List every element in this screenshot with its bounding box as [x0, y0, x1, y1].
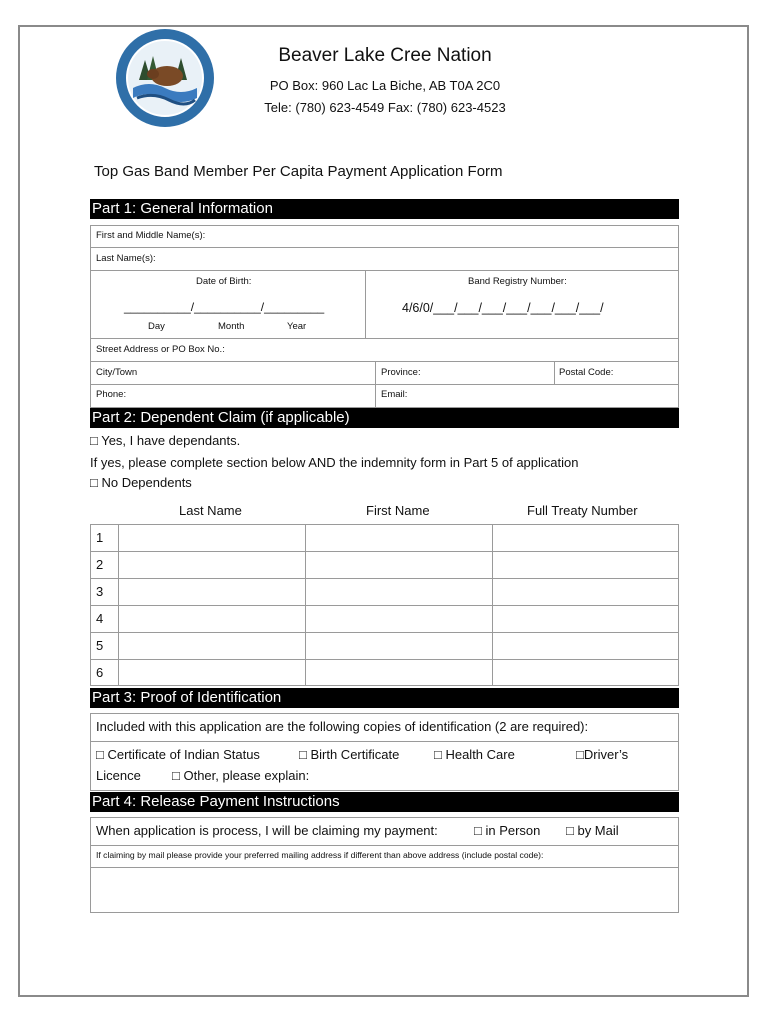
dependent-row-number: 6: [96, 665, 104, 680]
birth-certificate-checkbox[interactable]: □ Birth Certificate: [299, 747, 400, 762]
last-name-field[interactable]: Last Name(s):: [96, 253, 156, 264]
phone-field[interactable]: Phone:: [96, 389, 127, 400]
form-title: Top Gas Band Member Per Capita Payment Application Form: [94, 163, 503, 180]
organization-contact: Tele: (780) 623-4549 Fax: (780) 623-4523: [264, 100, 506, 115]
beaver-lake-seal-logo: [115, 28, 215, 128]
first-middle-name-field[interactable]: First and Middle Name(s):: [96, 230, 206, 241]
street-address-field[interactable]: Street Address or PO Box No.:: [96, 344, 225, 355]
dependent-row-number: 5: [96, 638, 104, 653]
city-field[interactable]: City/Town: [96, 367, 138, 378]
organization-address: PO Box: 960 Lac La Biche, AB T0A 2C0: [269, 78, 501, 93]
drivers-licence-checkbox[interactable]: □Driver’s: [576, 747, 629, 762]
in-person-checkbox[interactable]: □ in Person: [474, 823, 541, 838]
dob-day-label: Day: [148, 321, 165, 332]
dependent-row-number: 2: [96, 557, 104, 572]
part4-heading: Part 4: Release Payment Instructions: [90, 792, 679, 812]
dob-month-label: Month: [218, 321, 245, 332]
dependent-row-number: 4: [96, 611, 104, 626]
dob-blank-field[interactable]: __________/__________/_________: [124, 300, 325, 314]
postal-code-field[interactable]: Postal Code:: [559, 367, 614, 378]
by-mail-checkbox[interactable]: □ by Mail: [566, 823, 619, 838]
mailing-address-note: If claiming by mail please provide your preferred mailing address if different than above address (include postal code):: [96, 850, 544, 860]
col-first-name: First Name: [366, 503, 430, 518]
yes-dependants-checkbox[interactable]: □ Yes, I have dependants.: [90, 433, 241, 448]
dependent-row-number: 1: [96, 530, 104, 545]
dob-label: Date of Birth:: [196, 276, 252, 287]
dependent-row-number: 3: [96, 584, 104, 599]
licence-label: Licence: [96, 768, 141, 783]
indian-status-checkbox[interactable]: □ Certificate of Indian Status: [96, 747, 260, 762]
part1-table: [90, 225, 679, 408]
col-last-name: Last Name: [179, 503, 242, 518]
band-registry-label: Band Registry Number:: [468, 276, 567, 287]
health-care-checkbox[interactable]: □ Health Care: [434, 747, 515, 762]
dob-year-label: Year: [287, 321, 307, 332]
band-registry-field[interactable]: 4/6/0/___/___/___/___/___/___/___/: [402, 301, 604, 315]
part1-heading: Part 1: General Information: [90, 199, 679, 219]
dependants-instruction: If yes, please complete section below AND the indemnity form in Part 5 of application: [90, 455, 579, 470]
province-field[interactable]: Province:: [381, 367, 421, 378]
organization-name: Beaver Lake Cree Nation: [278, 45, 492, 66]
no-dependents-checkbox[interactable]: □ No Dependents: [90, 475, 192, 490]
part2-heading: Part 2: Dependent Claim (if applicable): [90, 408, 679, 428]
email-field[interactable]: Email:: [381, 389, 408, 400]
payment-claim-text: When application is process, I will be claiming my payment:: [96, 823, 438, 838]
mailing-address-field[interactable]: [91, 868, 678, 912]
identification-intro: Included with this application are the following copies of identification (2 are required):: [96, 719, 589, 734]
part3-heading: Part 3: Proof of Identification: [90, 688, 679, 708]
other-id-checkbox[interactable]: □ Other, please explain:: [172, 768, 310, 783]
col-treaty-number: Full Treaty Number: [527, 503, 638, 518]
